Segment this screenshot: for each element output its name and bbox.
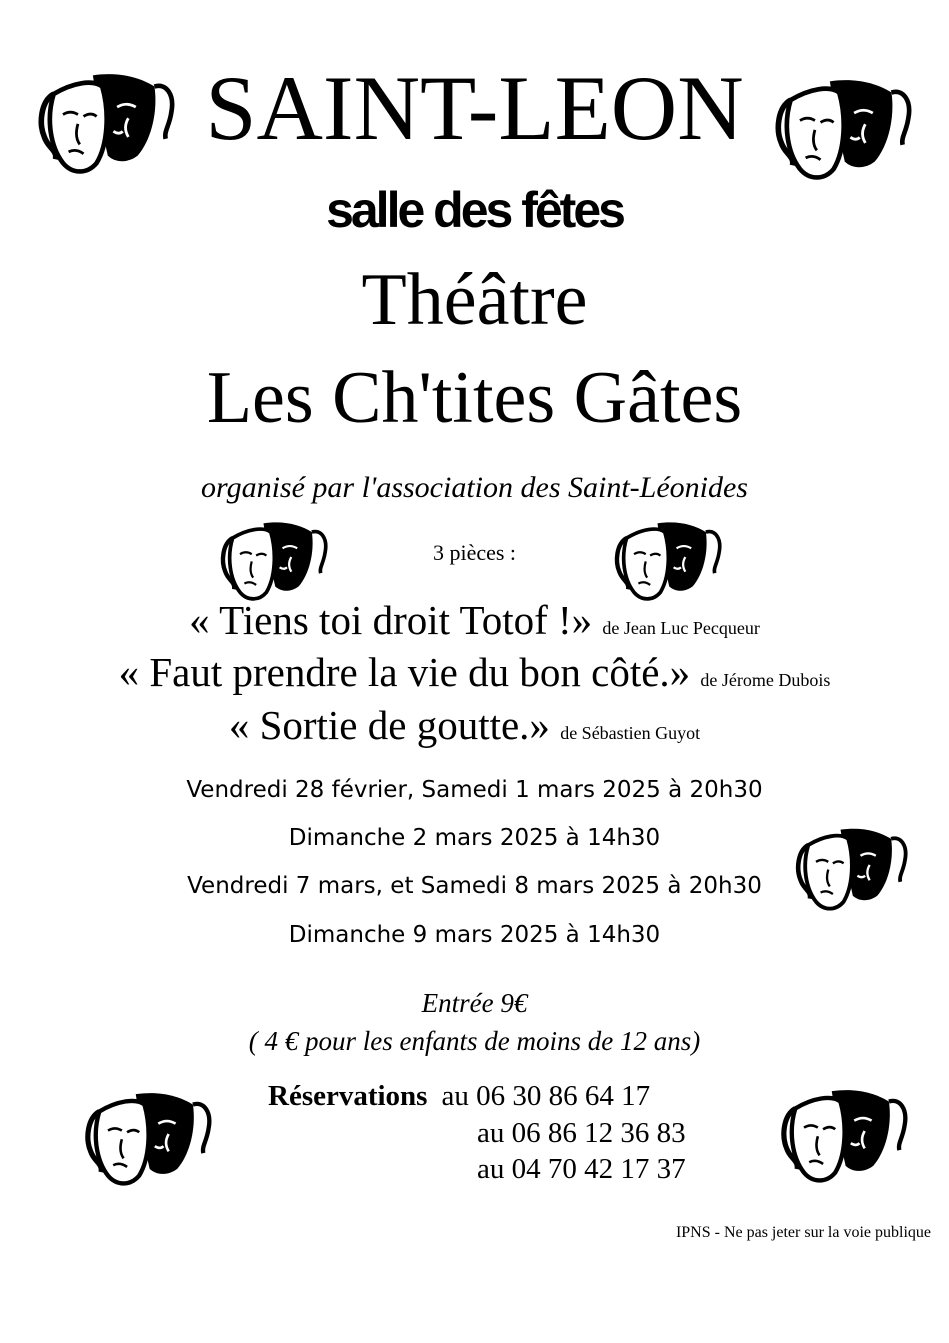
reservations-label: Réservations xyxy=(268,1080,428,1112)
ipns-notice: IPNS - Ne pas jeter sur la voie publique xyxy=(675,1224,931,1241)
entry-price: Entrée 9€ xyxy=(421,988,528,1018)
phone-number: au 06 30 86 64 17 xyxy=(441,1080,651,1112)
town-title: SAINT-LEON xyxy=(205,57,744,159)
theatre-masks-icon xyxy=(778,1082,908,1187)
venue-subtitle: salle des fêtes xyxy=(326,182,623,238)
date-line: Dimanche 2 mars 2025 à 14h30 xyxy=(288,825,661,851)
play-title: « Sortie de goutte.» xyxy=(228,702,550,748)
play-item xyxy=(0,700,939,758)
play-title: « Faut prendre la vie du bon côté.» xyxy=(118,649,691,695)
theatre-masks-icon xyxy=(82,1085,212,1190)
play-item xyxy=(0,595,949,653)
date-line: Dimanche 9 mars 2025 à 14h30 xyxy=(288,922,661,948)
play-author: de Sébastien Guyot xyxy=(560,723,701,743)
play-title: « Tiens toi droit Totof !» xyxy=(189,597,593,643)
play-item xyxy=(0,647,949,705)
play-author: de Jean Luc Pecqueur xyxy=(602,618,760,638)
children-price: ( 4 € pour les enfants de moins de 12 ans) xyxy=(248,1026,701,1056)
date-line: Vendredi 7 mars, et Samedi 8 mars 2025 à 20h30 xyxy=(187,873,762,899)
date-line: Vendredi 28 février, Samedi 1 mars 2025 à 20h30 xyxy=(186,777,763,803)
plays-count: 3 pièces : xyxy=(432,540,517,565)
phone-number: au 06 86 12 36 83 xyxy=(477,1117,686,1149)
genre-heading: Théâtre xyxy=(361,259,588,341)
organizer-line: organisé par l'association des Saint-Léonides xyxy=(201,471,748,504)
phone-number: au 04 70 42 17 37 xyxy=(477,1153,686,1185)
reservations-line xyxy=(268,1078,650,1114)
troupe-name: Les Ch'tites Gâtes xyxy=(206,357,743,439)
play-author: de Jérome Dubois xyxy=(700,670,831,690)
